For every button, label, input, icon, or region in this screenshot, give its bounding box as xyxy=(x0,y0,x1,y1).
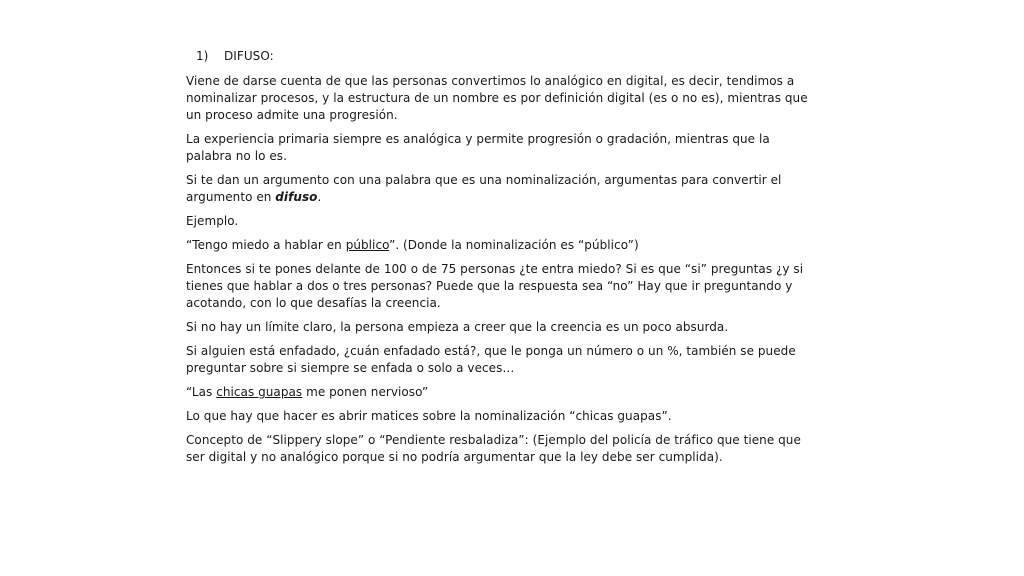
paragraph-3 xyxy=(186,172,816,206)
paragraph-example-label: Ejemplo. xyxy=(186,214,239,228)
heading-number: 1) xyxy=(196,49,209,63)
paragraph-11: Concepto de “Slippery slope” o “Pendiente resbaladiza”: (Ejemplo del policía de tráfico que tiene que ser digital y no analógico porque si no podría argumentar que la ley debe ser cumplida). xyxy=(186,433,801,464)
paragraph-8: Si alguien está enfadado, ¿cuán enfadado está?, que le ponga un número o un %, también se puede preguntar sobre si siempre se enfada o solo a veces… xyxy=(186,344,796,375)
paragraph-2: La experiencia primaria siempre es analógica y permite progresión o gradación, mientras que la palabra no lo es. xyxy=(186,132,770,163)
quote-1-end: ”. (Donde la nominalización es “público”) xyxy=(389,238,639,252)
emphasized-word: difuso xyxy=(275,190,318,204)
paragraph-quote-2 xyxy=(186,384,816,401)
quote-1-start: “Tengo miedo a hablar en xyxy=(186,238,346,252)
section-heading xyxy=(196,48,816,65)
paragraph-6: Entonces si te pones delante de 100 o de 75 personas ¿te entra miedo? Si es que “si” preguntas ¿y si tienes que hablar a dos o tres personas? Puede que la respuesta sea “no” Hay que ir preguntando y acotando, con lo que desafías la creencia. xyxy=(186,262,804,310)
paragraph-10: Lo que hay que hacer es abrir matices sobre la nominalización “chicas guapas”. xyxy=(186,409,672,423)
paragraph-3-text: Si te dan un argumento con una palabra que es una nominalización, argumentas para convertir el argumento en xyxy=(186,173,782,204)
underlined-word: público xyxy=(345,238,390,252)
paragraph-7: Si no hay un límite claro, la persona empieza a creer que la creencia es un poco absurda. xyxy=(186,320,729,334)
paragraph-1: Viene de darse cuenta de que las personas convertimos lo analógico en digital, es decir, tendimos a nominalizar procesos, y la estructura de un nombre es por definición digital (es o no es), mientras que un proceso admite una progresión. xyxy=(186,74,808,122)
quote-2-start: “Las xyxy=(186,385,217,399)
underlined-phrase: chicas guapas xyxy=(216,385,303,399)
slide-body xyxy=(186,48,816,473)
quote-2-end: me ponen nervioso” xyxy=(302,385,429,399)
paragraph-quote-1 xyxy=(186,237,816,254)
heading-title: DIFUSO: xyxy=(224,49,274,63)
paragraph-3-end: . xyxy=(317,190,322,204)
